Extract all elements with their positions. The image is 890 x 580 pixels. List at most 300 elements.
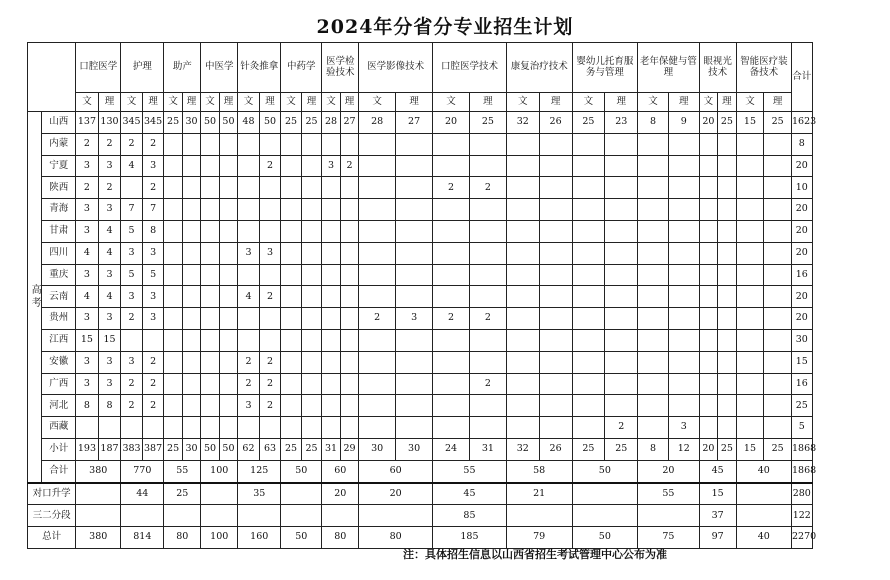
value-cell: 3 [76, 351, 99, 373]
value-cell [718, 286, 736, 308]
value-cell [736, 395, 764, 417]
value-cell [572, 417, 605, 439]
table-row [28, 199, 863, 221]
value-cell [359, 155, 396, 177]
value-cell [396, 199, 433, 221]
value-cell [281, 329, 302, 351]
value-cell [469, 220, 506, 242]
value-cell [322, 395, 340, 417]
subtotal-cell: 15 [736, 438, 764, 460]
value-cell [572, 155, 605, 177]
value-cell [340, 242, 358, 264]
footnote-text: 注：具体招生信息以山西省招生考试管理中心公布为准 [403, 548, 667, 561]
value-cell [259, 177, 281, 199]
value-cell [572, 395, 605, 417]
li-header: 理 [539, 93, 572, 112]
value-cell [301, 155, 322, 177]
value-cell: 4 [98, 242, 121, 264]
value-cell [469, 242, 506, 264]
subtotal-cell: 30 [359, 438, 396, 460]
subtotal-cell: 26 [539, 438, 572, 460]
zongji-cell: 50 [572, 527, 638, 549]
value-cell: 25 [718, 112, 736, 134]
zongji-label: 总计 [28, 527, 76, 549]
value-cell: 15 [736, 112, 764, 134]
value-cell [506, 373, 539, 395]
value-cell [668, 351, 699, 373]
heji-label: 合计 [42, 460, 76, 482]
value-cell: 2 [259, 351, 281, 373]
value-cell [182, 177, 200, 199]
zongji-cell: 75 [638, 527, 700, 549]
duikou-cell [572, 483, 638, 505]
value-cell [572, 264, 605, 286]
value-cell [238, 155, 260, 177]
value-cell [699, 199, 717, 221]
value-cell [322, 220, 340, 242]
value-cell: 2 [76, 177, 99, 199]
value-cell [718, 177, 736, 199]
value-cell [340, 395, 358, 417]
value-cell [219, 199, 237, 221]
value-cell: 8 [142, 220, 164, 242]
value-cell: 3 [142, 286, 164, 308]
heji-cell: 60 [322, 460, 359, 482]
province-name: 云南 [42, 286, 76, 308]
value-cell [340, 177, 358, 199]
table-row [28, 395, 863, 417]
value-cell [699, 264, 717, 286]
subtotal-cell: 387 [142, 438, 164, 460]
value-cell [219, 286, 237, 308]
value-cell: 3 [76, 308, 99, 330]
value-cell [322, 177, 340, 199]
value-cell: 2 [121, 373, 143, 395]
row-total: 5 [792, 417, 813, 439]
value-cell: 3 [142, 155, 164, 177]
wen-header: 文 [201, 93, 219, 112]
value-cell [469, 199, 506, 221]
heji-cell: 50 [281, 460, 322, 482]
zongji-cell: 185 [433, 527, 507, 549]
value-cell [201, 199, 219, 221]
heji-cell: 45 [699, 460, 736, 482]
value-cell [359, 264, 396, 286]
value-cell [764, 329, 792, 351]
subtotal-cell: 8 [638, 438, 669, 460]
value-cell [281, 177, 302, 199]
value-cell: 2 [359, 308, 396, 330]
value-cell [281, 155, 302, 177]
heji-cell: 770 [121, 460, 164, 482]
value-cell [98, 417, 121, 439]
value-cell [164, 177, 182, 199]
value-cell [638, 395, 669, 417]
sanerfen-cell [201, 505, 238, 527]
value-cell [182, 395, 200, 417]
wen-header: 文 [699, 93, 717, 112]
province-name: 宁夏 [42, 155, 76, 177]
value-cell: 2 [121, 133, 143, 155]
value-cell [301, 264, 322, 286]
value-cell: 5 [121, 220, 143, 242]
value-cell: 3 [98, 264, 121, 286]
value-cell: 2 [142, 373, 164, 395]
value-cell: 3 [76, 155, 99, 177]
value-cell [572, 351, 605, 373]
value-cell [718, 373, 736, 395]
value-cell [605, 199, 638, 221]
value-cell [259, 308, 281, 330]
value-cell: 2 [98, 177, 121, 199]
value-cell [764, 286, 792, 308]
value-cell [736, 155, 764, 177]
value-cell [764, 177, 792, 199]
row-total: 16 [792, 373, 813, 395]
value-cell [164, 373, 182, 395]
value-cell [301, 220, 322, 242]
value-cell [219, 351, 237, 373]
value-cell: 3 [259, 242, 281, 264]
value-cell [764, 155, 792, 177]
value-cell [121, 329, 143, 351]
value-cell: 25 [281, 112, 302, 134]
major-header: 康复治疗技术 [506, 43, 572, 93]
value-cell: 3 [121, 286, 143, 308]
li-header: 理 [301, 93, 322, 112]
value-cell [201, 373, 219, 395]
value-cell [433, 242, 470, 264]
table-row [28, 308, 863, 330]
value-cell [572, 199, 605, 221]
value-cell [718, 308, 736, 330]
value-cell [718, 351, 736, 373]
value-cell: 20 [699, 112, 717, 134]
value-cell [219, 220, 237, 242]
value-cell [359, 199, 396, 221]
value-cell [219, 417, 237, 439]
value-cell: 25 [764, 112, 792, 134]
value-cell: 3 [238, 395, 260, 417]
li-header: 理 [219, 93, 237, 112]
wen-header: 文 [76, 93, 99, 112]
value-cell: 4 [98, 286, 121, 308]
heji-cell: 40 [736, 460, 791, 482]
subtotal-cell: 25 [301, 438, 322, 460]
province-name: 安徽 [42, 351, 76, 373]
value-cell [736, 329, 764, 351]
value-cell [506, 220, 539, 242]
value-cell: 8 [638, 112, 669, 134]
duikou-cell: 21 [506, 483, 572, 505]
value-cell [281, 373, 302, 395]
row-total: 20 [792, 286, 813, 308]
subtotal-cell: 30 [182, 438, 200, 460]
wen-header: 文 [359, 93, 396, 112]
value-cell [699, 133, 717, 155]
subtotal-cell: 193 [76, 438, 99, 460]
major-header: 婴幼儿托育服务与管理 [572, 43, 638, 93]
value-cell [238, 220, 260, 242]
value-cell [572, 242, 605, 264]
value-cell: 32 [506, 112, 539, 134]
value-cell [396, 395, 433, 417]
value-cell [605, 395, 638, 417]
value-cell: 15 [98, 329, 121, 351]
value-cell [219, 373, 237, 395]
value-cell [699, 373, 717, 395]
value-cell: 2 [340, 155, 358, 177]
value-cell [396, 417, 433, 439]
value-cell [668, 242, 699, 264]
table-row [28, 43, 863, 93]
subtotal-cell: 50 [201, 438, 219, 460]
value-cell [281, 417, 302, 439]
value-cell: 2 [259, 155, 281, 177]
value-cell: 9 [668, 112, 699, 134]
value-cell [539, 242, 572, 264]
value-cell [718, 395, 736, 417]
province-name: 陕西 [42, 177, 76, 199]
value-cell [638, 329, 669, 351]
subtotal-cell: 30 [396, 438, 433, 460]
sanerfen-cell [572, 505, 638, 527]
province-name: 重庆 [42, 264, 76, 286]
value-cell: 2 [98, 133, 121, 155]
value-cell [182, 373, 200, 395]
value-cell [340, 133, 358, 155]
sanerfen-cell [281, 505, 322, 527]
value-cell [164, 329, 182, 351]
value-cell [764, 373, 792, 395]
value-cell: 26 [539, 112, 572, 134]
heji-cell: 55 [164, 460, 201, 482]
duikou-cell: 55 [638, 483, 700, 505]
zongji-cell: 380 [76, 527, 121, 549]
value-cell [164, 133, 182, 155]
sanerfen-label: 三二分段 [28, 505, 76, 527]
value-cell [121, 177, 143, 199]
value-cell: 3 [238, 242, 260, 264]
value-cell [182, 351, 200, 373]
value-cell [506, 417, 539, 439]
subtotal-cell: 32 [506, 438, 539, 460]
duikou-cell [281, 483, 322, 505]
row-total: 20 [792, 308, 813, 330]
table-row [28, 505, 863, 527]
value-cell: 50 [219, 112, 237, 134]
value-cell [359, 329, 396, 351]
value-cell [433, 155, 470, 177]
value-cell [718, 220, 736, 242]
value-cell [301, 329, 322, 351]
zongji-cell: 80 [359, 527, 433, 549]
value-cell [572, 329, 605, 351]
value-cell [238, 199, 260, 221]
value-cell [736, 242, 764, 264]
value-cell [201, 329, 219, 351]
province-name: 江西 [42, 329, 76, 351]
value-cell [433, 351, 470, 373]
value-cell [238, 264, 260, 286]
value-cell [764, 308, 792, 330]
sanerfen-cell [359, 505, 433, 527]
value-cell [699, 329, 717, 351]
value-cell [164, 395, 182, 417]
value-cell [605, 242, 638, 264]
value-cell [340, 373, 358, 395]
wen-header: 文 [572, 93, 605, 112]
value-cell [396, 155, 433, 177]
value-cell: 2 [259, 373, 281, 395]
value-cell [572, 133, 605, 155]
heji-total: 1868 [792, 460, 813, 482]
value-cell [638, 351, 669, 373]
value-cell: 25 [164, 112, 182, 134]
value-cell [718, 242, 736, 264]
value-cell [182, 417, 200, 439]
wen-header: 文 [638, 93, 669, 112]
value-cell [322, 417, 340, 439]
zongji-cell: 80 [322, 527, 359, 549]
value-cell [469, 155, 506, 177]
value-cell [238, 177, 260, 199]
value-cell: 2 [433, 308, 470, 330]
value-cell [638, 264, 669, 286]
table-row [28, 483, 863, 505]
value-cell [164, 417, 182, 439]
value-cell [301, 395, 322, 417]
value-cell: 2 [121, 308, 143, 330]
duikou-cell: 44 [121, 483, 164, 505]
value-cell: 4 [76, 286, 99, 308]
value-cell [396, 373, 433, 395]
value-cell [340, 329, 358, 351]
table-row [28, 220, 863, 242]
value-cell [340, 264, 358, 286]
value-cell [736, 308, 764, 330]
value-cell [469, 264, 506, 286]
table-row [28, 438, 863, 460]
value-cell [638, 286, 669, 308]
value-cell [281, 351, 302, 373]
value-cell [605, 351, 638, 373]
li-header: 理 [142, 93, 164, 112]
value-cell [433, 395, 470, 417]
value-cell [301, 242, 322, 264]
major-header: 口腔医学 [76, 43, 121, 93]
wen-header: 文 [322, 93, 340, 112]
value-cell [259, 133, 281, 155]
value-cell [201, 395, 219, 417]
zongji-cell: 40 [736, 527, 791, 549]
value-cell: 2 [433, 177, 470, 199]
value-cell [182, 220, 200, 242]
corner-cell [28, 43, 76, 112]
value-cell [736, 264, 764, 286]
value-cell [201, 242, 219, 264]
heji-cell: 380 [76, 460, 121, 482]
value-cell [359, 395, 396, 417]
value-cell [668, 395, 699, 417]
value-cell [699, 308, 717, 330]
value-cell: 2 [469, 373, 506, 395]
duikou-cell: 45 [433, 483, 507, 505]
value-cell [396, 286, 433, 308]
table-row [28, 133, 863, 155]
value-cell: 25 [469, 112, 506, 134]
value-cell [718, 417, 736, 439]
value-cell [219, 133, 237, 155]
value-cell [301, 351, 322, 373]
row-total: 30 [792, 329, 813, 351]
subtotal-cell: 31 [322, 438, 340, 460]
province-name: 内蒙 [42, 133, 76, 155]
province-name: 青海 [42, 199, 76, 221]
value-cell [433, 373, 470, 395]
value-cell: 2 [238, 351, 260, 373]
value-cell [76, 417, 99, 439]
value-cell [164, 155, 182, 177]
value-cell [340, 417, 358, 439]
value-cell [359, 373, 396, 395]
table-row [28, 460, 863, 482]
li-header: 理 [396, 93, 433, 112]
li-header: 理 [259, 93, 281, 112]
li-header: 理 [98, 93, 121, 112]
li-header: 理 [605, 93, 638, 112]
value-cell [539, 199, 572, 221]
value-cell [506, 133, 539, 155]
value-cell [340, 351, 358, 373]
li-header: 理 [764, 93, 792, 112]
province-name: 山西 [42, 112, 76, 134]
value-cell: 25 [301, 112, 322, 134]
wen-header: 文 [164, 93, 182, 112]
value-cell [340, 308, 358, 330]
value-cell [238, 329, 260, 351]
value-cell: 7 [142, 199, 164, 221]
value-cell [259, 329, 281, 351]
value-cell: 3 [121, 242, 143, 264]
value-cell [259, 417, 281, 439]
value-cell [506, 177, 539, 199]
value-cell [142, 417, 164, 439]
value-cell [668, 199, 699, 221]
value-cell [506, 395, 539, 417]
value-cell [301, 177, 322, 199]
value-cell: 3 [98, 199, 121, 221]
value-cell [359, 286, 396, 308]
subtotal-cell: 383 [121, 438, 143, 460]
value-cell: 2 [469, 177, 506, 199]
value-cell [281, 220, 302, 242]
value-cell [699, 351, 717, 373]
value-cell [201, 264, 219, 286]
value-cell: 4 [98, 220, 121, 242]
value-cell [281, 395, 302, 417]
value-cell [201, 286, 219, 308]
value-cell [301, 286, 322, 308]
value-cell [219, 308, 237, 330]
duikou-cell: 35 [238, 483, 281, 505]
value-cell [638, 417, 669, 439]
value-cell [638, 242, 669, 264]
value-cell [605, 373, 638, 395]
value-cell [201, 417, 219, 439]
sanerfen-total: 122 [792, 505, 813, 527]
value-cell [668, 155, 699, 177]
